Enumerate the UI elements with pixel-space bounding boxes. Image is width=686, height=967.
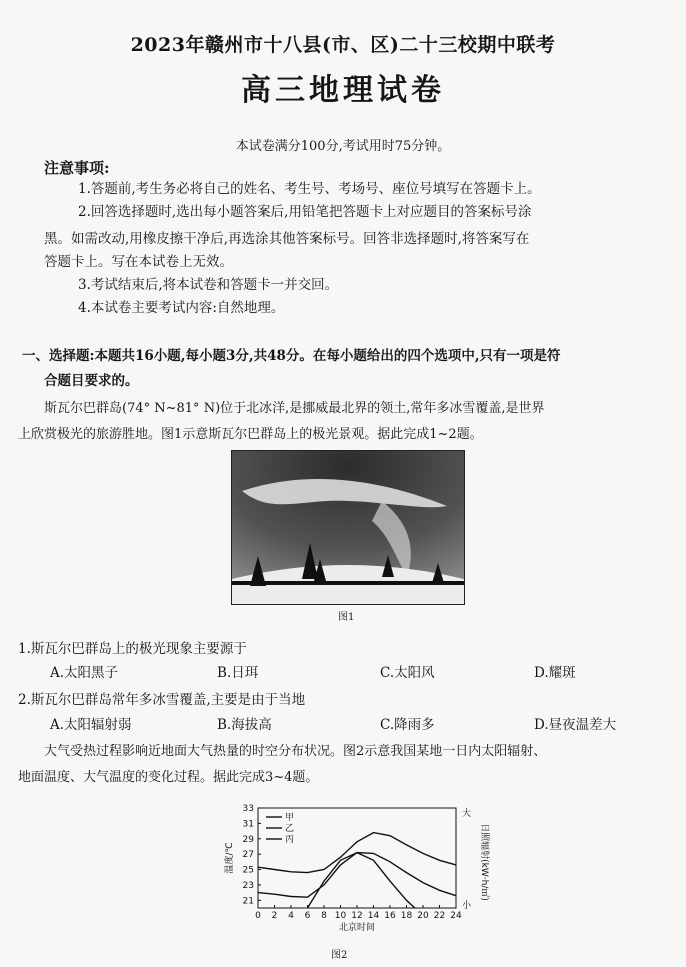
q1-option-d[interactable]: D.耀斑 [534,665,576,681]
q1-option-a[interactable]: A.太阳黑子 [50,665,119,681]
right-axis-bottom: 小 [462,901,472,911]
plot-frame [258,808,456,908]
x-tick-label: 0 [255,911,261,921]
notice-item-2: 2.回答选择题时,选出每小题答案后,用铅笔把答题卡上对应题目的答案标号涂 [78,204,532,220]
notice-item-2-end: 答题卡上。写在本试卷上无效。 [44,254,233,270]
notice-item-1: 1.答题前,考生务必将自己的姓名、考生号、考场号、座位号填写在答题卡上。 [78,181,541,197]
notice-item-4: 4.本试卷主要考试内容:自然地理。 [78,300,285,316]
right-axis-top: 大 [462,809,472,819]
x-axis-label: 北京时间 [338,923,376,933]
x-tick-label: 2 [271,911,278,921]
question-1-stem: 1.斯瓦尔巴群岛上的极光现象主要源于 [18,641,247,657]
x-tick-label: 14 [367,911,380,921]
q2-option-a[interactable]: A.太阳辐射弱 [50,717,132,733]
figure-1-caption: 图1 [338,612,355,623]
q2-option-b[interactable]: B.海拔高 [217,717,272,733]
y-tick-label: 29 [242,834,254,845]
material-1-line-1: 斯瓦尔巴群岛(74° N~81° N)位于北冰洋,是挪威最北界的领土,常年多冰雪覆盖,是世界 [44,401,545,416]
x-tick-label: 6 [304,911,311,921]
legend-label-1: 甲 [285,813,295,823]
q1-option-c[interactable]: C.太阳风 [380,665,435,681]
x-tick-label: 12 [351,911,363,921]
material-1-line-2: 上欣赏极光的旅游胜地。图1示意斯瓦尔巴群岛上的极光景观。据此完成1~2题。 [18,427,483,442]
y-tick-label: 31 [242,819,254,830]
section-heading: 一、选择题:本题共16小题,每小题3分,共48分。在每小题给出的四个选项中,只有一项是符 [22,348,561,364]
material-2-line-2: 地面温度、大气温度的变化过程。据此完成3~4题。 [18,770,319,785]
notice-item-2-cont: 黑。如需改动,用橡皮擦干净后,再选涂其他答案标号。回答非选择题时,将答案写在 [44,231,530,247]
section-heading-cont: 合题目要求的。 [44,373,139,389]
y-tick-label: 23 [242,880,254,891]
y-tick-label: 21 [242,896,254,907]
exam-info: 本试卷满分100分,考试用时75分钟。 [235,139,451,154]
x-tick-label: 8 [321,911,327,921]
y-tick-label: 25 [242,865,254,876]
y-tick-label: 27 [242,850,254,861]
q2-option-c[interactable]: C.降雨多 [380,717,435,733]
figure-2-caption: 图2 [331,950,348,961]
legend-label-2: 乙 [285,824,295,834]
x-tick-label: 10 [334,911,347,921]
series-line-3 [308,853,415,908]
x-tick-label: 16 [384,911,396,921]
aurora-photo [231,450,465,605]
y-axis-label-right: 日照辐射(kW·h/㎡) [479,823,489,901]
material-2-line-1: 大气受热过程影响近地面大气热量的时空分布状况。图2示意我国某地一日内太阳辐射、 [44,744,547,759]
x-tick-label: 18 [400,911,413,921]
temperature-radiation-chart [222,800,492,950]
notice-item-3: 3.考试结束后,将本试卷和答题卡一并交回。 [78,277,339,293]
x-tick-label: 22 [433,911,446,921]
q2-option-d[interactable]: D.昼夜温差大 [534,717,617,733]
y-tick-label: 33 [242,804,254,814]
notice-heading: 注意事项: [44,159,110,177]
x-tick-label: 24 [450,911,462,921]
question-2-stem: 2.斯瓦尔巴群岛常年多冰雪覆盖,主要是由于当地 [18,692,306,708]
q1-option-b[interactable]: B.日珥 [217,665,259,681]
exam-title: 高三地理试卷 [241,73,445,108]
chart-svg [222,800,492,950]
exam-title-line1: 2023年赣州市十八县(市、区)二十三校期中联考 [130,34,556,56]
x-tick-label: 20 [417,911,429,921]
legend-label-3: 丙 [285,835,295,845]
series-line-2 [258,853,456,898]
y-axis-label-left: 温度/℃ [225,842,235,874]
x-tick-label: 4 [288,911,294,921]
